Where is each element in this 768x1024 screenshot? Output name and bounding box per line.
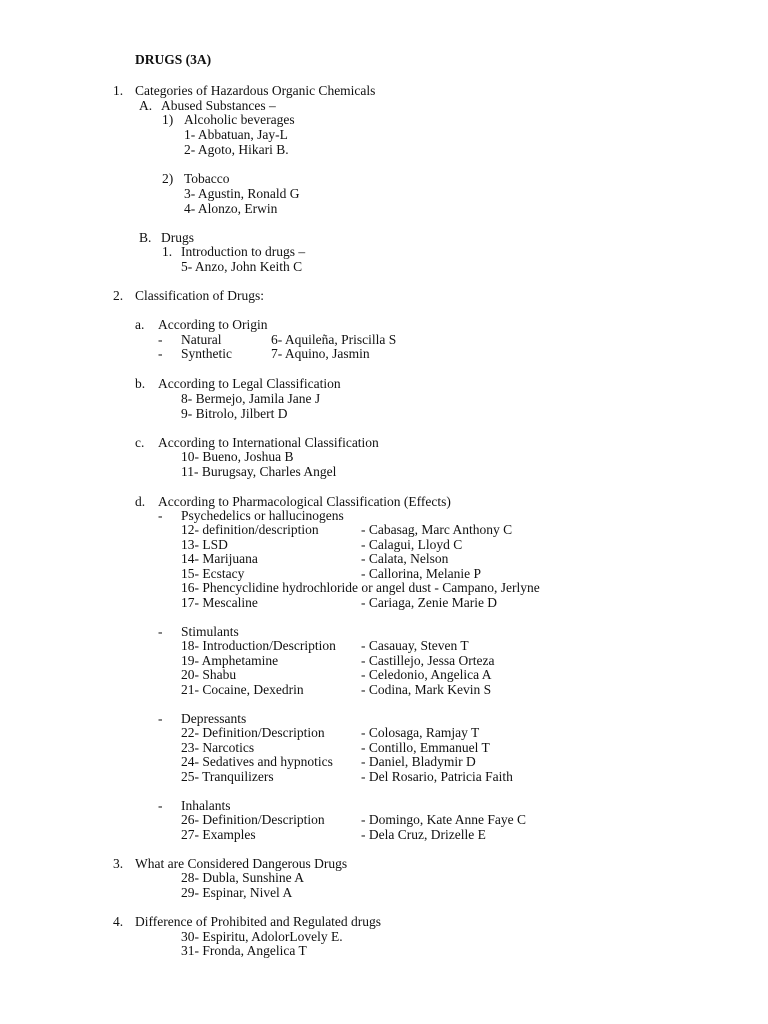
list-item: 9- Bitrolo, Jilbert D bbox=[181, 406, 288, 421]
section-2d-label: d. bbox=[135, 494, 146, 509]
section-1b1-number: 1. bbox=[162, 244, 173, 259]
origin-assignee: 6- Aquileña, Priscilla S bbox=[271, 332, 397, 347]
bullet-dash: - bbox=[158, 332, 163, 347]
section-1a2-title: Tobacco bbox=[184, 171, 230, 186]
list-item: 11- Burugsay, Charles Angel bbox=[181, 464, 337, 479]
section-2c-title: According to International Classification bbox=[158, 435, 379, 450]
list-item: 8- Bermejo, Jamila Jane J bbox=[181, 391, 321, 406]
assignee: - Casauay, Steven T bbox=[361, 638, 469, 653]
origin-type: Natural bbox=[181, 332, 222, 347]
group-title-psychedelics: Psychedelics or hallucinogens bbox=[181, 508, 344, 523]
section-3-title: What are Considered Dangerous Drugs bbox=[135, 856, 348, 871]
assignee: - Dela Cruz, Drizelle E bbox=[361, 827, 486, 842]
topic: 25- Tranquilizers bbox=[181, 769, 274, 784]
list-item: 5- Anzo, John Keith C bbox=[181, 259, 303, 274]
topic: 15- Ecstacy bbox=[181, 566, 245, 581]
assignee: - Domingo, Kate Anne Faye C bbox=[361, 812, 526, 827]
document-title: DRUGS (3A) bbox=[135, 52, 212, 67]
list-item: 10- Bueno, Joshua B bbox=[181, 449, 294, 464]
section-1-title: Categories of Hazardous Organic Chemicals bbox=[135, 83, 376, 98]
list-item: 2- Agoto, Hikari B. bbox=[184, 142, 289, 157]
bullet-dash: - bbox=[158, 711, 163, 726]
section-3-number: 3. bbox=[113, 856, 124, 871]
assignee: - Cariaga, Zenie Marie D bbox=[361, 595, 498, 610]
section-4-number: 4. bbox=[113, 914, 124, 929]
assignee: - Contillo, Emmanuel T bbox=[361, 740, 490, 755]
section-2c-label: c. bbox=[135, 435, 145, 450]
section-2a-title: According to Origin bbox=[158, 317, 268, 332]
assignee: - Codina, Mark Kevin S bbox=[361, 682, 492, 697]
topic: 12- definition/description bbox=[181, 522, 319, 537]
assignee: - Del Rosario, Patricia Faith bbox=[361, 769, 513, 784]
topic: 23- Narcotics bbox=[181, 740, 255, 755]
section-1a-label: A. bbox=[139, 98, 153, 113]
topic: 20- Shabu bbox=[181, 667, 237, 682]
assignee: - Daniel, Bladymir D bbox=[361, 754, 476, 769]
section-2b-label: b. bbox=[135, 376, 146, 391]
bullet-dash: - bbox=[158, 346, 163, 361]
topic: 13- LSD bbox=[181, 537, 228, 552]
assignee: - Castillejo, Jessa Orteza bbox=[361, 653, 495, 668]
group-title-stimulants: Stimulants bbox=[181, 624, 239, 639]
assignee: - Colosaga, Ramjay T bbox=[361, 725, 480, 740]
section-2-title: Classification of Drugs: bbox=[135, 288, 264, 303]
topic: 19- Amphetamine bbox=[181, 653, 279, 668]
assignee: - Celedonio, Angelica A bbox=[361, 667, 492, 682]
topic: 18- Introduction/Description bbox=[181, 638, 336, 653]
topic: 27- Examples bbox=[181, 827, 256, 842]
section-4-title: Difference of Prohibited and Regulated drugs bbox=[135, 914, 382, 929]
section-1b-title: Drugs bbox=[161, 230, 194, 245]
section-2-number: 2. bbox=[113, 288, 124, 303]
assignee: - Callorina, Melanie P bbox=[361, 566, 481, 581]
topic: 22- Definition/Description bbox=[181, 725, 325, 740]
section-1b-label: B. bbox=[139, 230, 152, 245]
section-1a1-number: 1) bbox=[162, 112, 174, 127]
section-1-number: 1. bbox=[113, 83, 124, 98]
list-item: 29- Espinar, Nivel A bbox=[181, 885, 293, 900]
topic: 24- Sedatives and hypnotics bbox=[181, 754, 333, 769]
assignee: - Cabasag, Marc Anthony C bbox=[361, 522, 513, 537]
bullet-dash: - bbox=[158, 624, 163, 639]
section-1a1-title: Alcoholic beverages bbox=[184, 112, 295, 127]
section-2b-title: According to Legal Classification bbox=[158, 376, 341, 391]
section-1a-title: Abused Substances – bbox=[161, 98, 276, 113]
topic: 16- Phencyclidine hydrochloride or angel dust - Campano, Jerlyne bbox=[181, 580, 540, 595]
list-item: 4- Alonzo, Erwin bbox=[184, 201, 278, 216]
list-item: 31- Fronda, Angelica T bbox=[181, 943, 307, 958]
section-1a2-number: 2) bbox=[162, 171, 174, 186]
section-2a-label: a. bbox=[135, 317, 145, 332]
group-title-inhalants: Inhalants bbox=[181, 798, 231, 813]
bullet-dash: - bbox=[158, 508, 163, 523]
section-2d-title: According to Pharmacological Classification (Effects) bbox=[158, 494, 451, 509]
origin-type: Synthetic bbox=[181, 346, 232, 361]
list-item: 3- Agustin, Ronald G bbox=[184, 186, 300, 201]
bullet-dash: - bbox=[158, 798, 163, 813]
list-item: 1- Abbatuan, Jay-L bbox=[184, 127, 288, 142]
list-item: 30- Espiritu, AdolorLovely E. bbox=[181, 929, 343, 944]
assignee: - Calagui, Lloyd C bbox=[361, 537, 463, 552]
topic: 21- Cocaine, Dexedrin bbox=[181, 682, 304, 697]
origin-assignee: 7- Aquino, Jasmin bbox=[271, 346, 370, 361]
assignee: - Calata, Nelson bbox=[361, 551, 449, 566]
list-item: 28- Dubla, Sunshine A bbox=[181, 870, 304, 885]
topic: 17- Mescaline bbox=[181, 595, 258, 610]
section-1b1-title: Introduction to drugs – bbox=[181, 244, 306, 259]
topic: 14- Marijuana bbox=[181, 551, 258, 566]
group-title-depressants: Depressants bbox=[181, 711, 247, 726]
topic: 26- Definition/Description bbox=[181, 812, 325, 827]
